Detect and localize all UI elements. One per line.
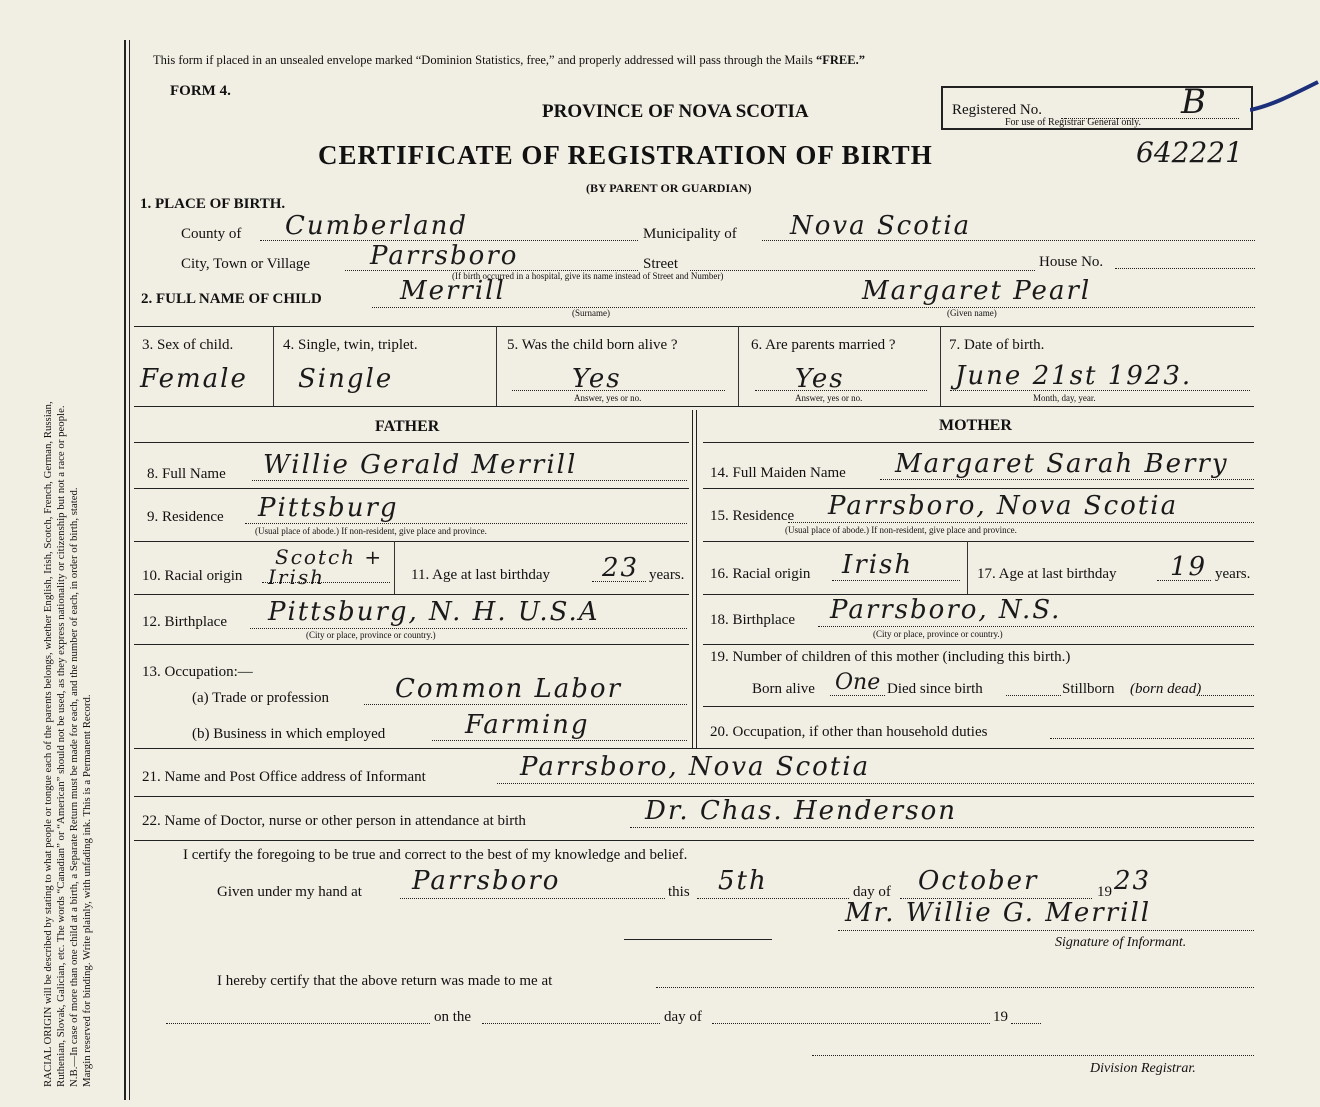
mother-name-line	[880, 479, 1254, 480]
father-racial-2: Irish	[268, 565, 326, 589]
margin-instructions	[42, 47, 94, 1087]
form-number: FORM 4.	[170, 83, 231, 99]
ink-stroke-icon	[1250, 78, 1320, 122]
mother-occupation-label: 20. Occupation, if other than household duties	[710, 724, 988, 740]
alive-answer-note: Answer, yes or no.	[574, 393, 642, 403]
alive-label: 5. Was the child born alive ?	[507, 337, 678, 353]
father-rule-4	[134, 594, 689, 595]
short-rule	[624, 939, 772, 940]
facts-divider-2	[496, 326, 497, 406]
surname-caption: (Surname)	[572, 308, 610, 318]
informant-line	[497, 783, 1254, 784]
street-line	[690, 270, 1035, 271]
margin-line-3: N.B.—In case of more than one child at a birth, a Separate Return must be made for each, and the number of each, in order of birth, stated.	[68, 487, 80, 1087]
given-line	[400, 898, 665, 899]
registrar-text: I hereby certify that the above return was made to me at	[217, 973, 553, 989]
father-rule-2	[134, 488, 689, 489]
sex-value: Female	[140, 364, 248, 394]
mother-name: Margaret Sarah Berry	[895, 449, 1229, 479]
county-value: Cumberland	[285, 211, 468, 241]
born-alive-line	[830, 695, 885, 696]
single-label: 4. Single, twin, triplet.	[283, 337, 418, 353]
mother-age: 19	[1170, 552, 1208, 582]
father-racial-divider	[394, 541, 395, 594]
facts-divider-3	[738, 326, 739, 406]
father-rule-3	[134, 541, 689, 542]
signature-line	[838, 930, 1254, 931]
father-racial-label: 10. Racial origin	[142, 568, 243, 584]
house-line	[1115, 268, 1255, 269]
father-age-label: 11. Age at last birthday	[411, 567, 550, 583]
parents-divider	[692, 410, 693, 748]
city-value: Parrsboro	[370, 241, 519, 271]
informant-signature: Mr. Willie G. Merrill	[845, 898, 1152, 928]
mother-racial-line	[832, 580, 960, 581]
given-day: 5th	[718, 866, 768, 896]
signature-caption: Signature of Informant.	[1055, 935, 1187, 950]
mother-rule-1	[703, 442, 1254, 443]
child-surname: Merrill	[400, 276, 506, 306]
margin-line-1: RACIAL ORIGIN will be described by stating to what people or tongue each of the parents belongs, whether English, Irish, Scotch, French, German, Russian,	[42, 401, 54, 1087]
margin-rule-outer	[124, 40, 126, 1100]
registered-label: Registered No.	[952, 102, 1042, 118]
registration-number: 642221	[1136, 136, 1243, 169]
died-line	[1006, 695, 1061, 696]
business-value: Farming	[465, 710, 590, 740]
certificate-title: CERTIFICATE OF REGISTRATION OF BIRTH	[318, 140, 933, 170]
child-name-label: 2. FULL NAME OF CHILD	[141, 291, 322, 307]
registrar-nineteen: 19	[993, 1009, 1008, 1025]
dob-caption: Month, day, year.	[1033, 393, 1096, 403]
stillborn-note: (born dead)	[1130, 681, 1202, 697]
registered-note: For use of Registrar General only.	[1005, 117, 1141, 128]
city-label: City, Town or Village	[181, 256, 311, 272]
given-label: Given under my hand at	[217, 884, 362, 900]
children-label: 19. Number of children of this mother (including this birth.)	[710, 649, 1071, 665]
married-label: 6. Are parents married ?	[751, 337, 896, 353]
margin-line-2: Ruthenian, Slovak, Galician, etc. The words “Canadian” or “American” should not be used, as they express nationality or citizenship but not a race or people.	[55, 405, 67, 1087]
father-name: Willie Gerald Merrill	[263, 450, 578, 480]
registrar-on-the: on the	[434, 1009, 472, 1025]
day-line	[697, 898, 849, 899]
business-label: (b) Business in which employed	[192, 726, 386, 742]
registrar-year-line	[1011, 1023, 1041, 1024]
province-title: PROVINCE OF NOVA SCOTIA	[542, 101, 809, 122]
mother-rule-6	[703, 706, 1254, 707]
registrar-day-of: day of	[664, 1009, 702, 1025]
father-rule-5	[134, 644, 689, 645]
stillborn-label: Stillborn	[1062, 681, 1115, 697]
facts-top-rule	[134, 326, 1254, 327]
father-name-label: 8. Full Name	[147, 466, 226, 482]
facts-divider-4	[940, 326, 941, 406]
municipality-value: Nova Scotia	[790, 211, 972, 241]
mother-age-label: 17. Age at last birthday	[977, 566, 1117, 582]
certificate-subtitle: (BY PARENT OR GUARDIAN)	[586, 181, 752, 195]
house-label: House No.	[1039, 254, 1104, 270]
registrar-place-line	[656, 987, 1254, 988]
mother-name-label: 14. Full Maiden Name	[710, 465, 846, 481]
married-answer-note: Answer, yes or no.	[795, 393, 863, 403]
mother-birthplace-note: (City or place, province or country.)	[873, 629, 1003, 639]
mother-years: years.	[1215, 566, 1251, 582]
year-prefix: 19	[1097, 884, 1112, 900]
single-value: Single	[298, 364, 394, 394]
mail-note-text: This form if placed in an unsealed envelope marked “Dominion Statistics, free,” and properly addressed will pass through the Mails	[153, 53, 817, 67]
father-racial-1: Scotch +	[275, 545, 384, 569]
trade-line	[364, 704, 687, 705]
mother-rule-3	[703, 541, 1254, 542]
doctor-value: Dr. Chas. Henderson	[645, 796, 957, 826]
doctor-label: 22. Name of Doctor, nurse or other person in attendance at birth	[142, 813, 526, 829]
trade-label: (a) Trade or profession	[192, 690, 330, 706]
registrar-pre-line	[166, 1023, 430, 1024]
child-name-line	[372, 307, 1255, 308]
business-line	[432, 740, 687, 741]
died-label: Died since birth	[887, 681, 983, 697]
parents-divider-2	[696, 410, 697, 748]
mail-note-free: “FREE.”	[816, 53, 865, 67]
father-name-line	[252, 480, 687, 481]
dob-value: June 21st 1923.	[955, 361, 1193, 391]
given-month: October	[918, 866, 1039, 896]
mother-birthplace-label: 18. Birthplace	[710, 612, 795, 628]
father-birthplace: Pittsburg, N. H. U.S.A	[268, 597, 600, 627]
father-birthplace-note: (City or place, province or country.)	[306, 630, 436, 640]
father-birthplace-label: 12. Birthplace	[142, 614, 227, 630]
doctor-line	[630, 827, 1254, 828]
given-place: Parrsboro	[412, 866, 561, 896]
dayof-label: day of	[853, 884, 891, 900]
mother-birthplace: Parrsboro, N.S.	[830, 595, 1062, 625]
hospital-note: (If birth occurred in a hospital, give its name instead of Street and Number)	[452, 271, 724, 281]
occupation-label: 13. Occupation:—	[142, 664, 253, 680]
mother-racial-divider	[967, 541, 968, 594]
sex-label: 3. Sex of child.	[142, 337, 234, 353]
married-value: Yes	[795, 364, 845, 394]
mother-occupation-line	[1050, 738, 1254, 739]
registrar-signature-line	[812, 1055, 1254, 1056]
mother-birthplace-line	[818, 626, 1254, 627]
margin-line-4: Margin reserved for binding. Write plainly, with unfading ink. This is a Permanent Record.	[81, 694, 93, 1087]
county-label: County of	[181, 226, 242, 242]
given-year: 23	[1114, 866, 1152, 896]
dob-label: 7. Date of birth.	[949, 337, 1045, 353]
informant-label: 21. Name and Post Office address of Informant	[142, 769, 426, 785]
certify-text: I certify the foregoing to be true and correct to the best of my knowledge and belief.	[183, 847, 688, 863]
father-age: 23	[602, 553, 640, 583]
father-rule-1	[134, 442, 689, 443]
father-abode-note: (Usual place of abode.) If non-resident, give place and province.	[255, 526, 487, 536]
trade-value: Common Labor	[395, 674, 623, 704]
born-alive-label: Born alive	[752, 681, 815, 697]
born-alive-value: One	[835, 670, 881, 695]
father-residence-line	[245, 523, 687, 524]
mother-rule-2	[703, 488, 1254, 489]
registered-mark: B	[1181, 82, 1208, 122]
street-label: Street	[643, 256, 678, 272]
mother-residence: Parrsboro, Nova Scotia	[828, 491, 1179, 521]
mother-rule-5	[703, 644, 1254, 645]
registrar-caption: Division Registrar.	[1090, 1061, 1196, 1076]
child-given-name: Margaret Pearl	[862, 276, 1092, 306]
registrar-month-line	[712, 1023, 990, 1024]
informant-top-rule	[134, 748, 1254, 749]
alive-value: Yes	[572, 364, 622, 394]
mother-heading: MOTHER	[939, 417, 1012, 434]
father-birthplace-line	[250, 628, 687, 629]
father-residence-label: 9. Residence	[147, 509, 224, 525]
stillborn-line	[1197, 695, 1254, 696]
facts-bottom-rule	[134, 406, 1254, 407]
registered-box	[941, 82, 1253, 130]
father-heading: FATHER	[375, 418, 440, 435]
facts-divider-1	[273, 326, 274, 406]
mother-racial-label: 16. Racial origin	[710, 566, 811, 582]
this-label: this	[668, 884, 690, 900]
informant-value: Parrsboro, Nova Scotia	[520, 752, 871, 782]
given-caption: (Given name)	[947, 308, 997, 318]
father-residence: Pittsburg	[258, 493, 399, 523]
mail-note	[153, 53, 865, 68]
mother-abode-note: (Usual place of abode.) If non-resident, give place and province.	[785, 525, 1017, 535]
certify-top-rule	[134, 840, 1254, 841]
mother-racial: Irish	[842, 550, 914, 580]
place-heading: 1. PLACE OF BIRTH.	[140, 196, 286, 212]
municipality-label: Municipality of	[643, 226, 737, 242]
registrar-day-line	[482, 1023, 660, 1024]
father-years: years.	[649, 567, 685, 583]
mother-residence-label: 15. Residence	[710, 508, 795, 524]
margin-rule-inner	[129, 40, 130, 1100]
mother-residence-line	[788, 522, 1254, 523]
